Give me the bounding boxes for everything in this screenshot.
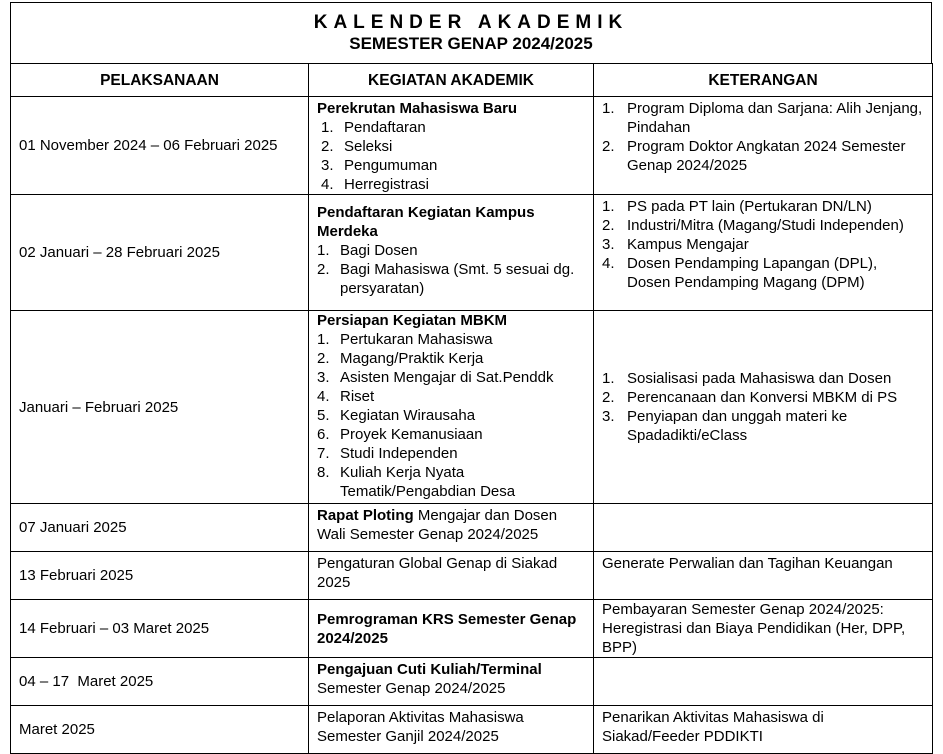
cell-kegiatan — [309, 97, 594, 195]
kegiatan-text: Pengaturan Global Genap di Siakad 2025 — [317, 555, 558, 591]
cell-keterangan — [594, 195, 933, 311]
header-keterangan: KETERANGAN — [594, 64, 933, 97]
table-row — [11, 552, 933, 600]
table-row — [11, 504, 933, 552]
cell-pelaksanaan: 01 November 2024 – 06 Februari 2025 — [11, 97, 309, 195]
kegiatan-title: Pendaftaran Kegiatan Kampus Merdeka — [317, 204, 535, 240]
kegiatan-title: Persiapan Kegiatan MBKM — [317, 312, 508, 329]
kegiatan-list — [317, 330, 585, 501]
header-kegiatan: KEGIATAN AKADEMIK — [309, 64, 594, 97]
list-item: 7. Studi Independen — [317, 445, 458, 462]
cell-pelaksanaan: 07 Januari 2025 — [11, 504, 309, 552]
cell-keterangan — [594, 504, 933, 552]
cell-kegiatan — [309, 706, 594, 754]
kegiatan-list — [317, 241, 585, 298]
list-item: 2. Perencanaan dan Konversi MBKM di PS — [602, 389, 898, 406]
cell-keterangan: Penarikan Aktivitas Mahasiswa di Siakad/Feeder PDDIKTI — [594, 706, 933, 754]
cell-keterangan — [594, 658, 933, 706]
cell-pelaksanaan: 02 Januari – 28 Februari 2025 — [11, 195, 309, 311]
cell-pelaksanaan: Maret 2025 — [11, 706, 309, 754]
list-item: 3. Kampus Mengajar — [602, 236, 749, 253]
table-row — [11, 658, 933, 706]
kegiatan-text: Pelaporan Aktivitas Mahasiswa Semester Ganjil 2024/2025 — [317, 709, 524, 745]
list-item: 1. Sosialisasi pada Mahasiswa dan Dosen — [602, 370, 892, 387]
list-item: 3. Penyiapan dan unggah materi ke Spadadikti/eClass — [602, 408, 848, 444]
list-item: 4. Dosen Pendamping Lapangan (DPL), Dosen Pendamping Magang (DPM) — [602, 255, 878, 291]
list-item: 1. PS pada PT lain (Pertukaran DN/LN) — [602, 198, 872, 215]
list-item: 1. Pertukaran Mahasiswa — [317, 331, 493, 348]
list-item: 2. Bagi Mahasiswa (Smt. 5 sesuai dg. persyaratan) — [317, 261, 575, 297]
table-row — [11, 311, 933, 504]
kegiatan-bold: Rapat Ploting — [317, 507, 414, 524]
list-item: 2. Magang/Praktik Kerja — [317, 350, 484, 367]
kegiatan-bold: Pengajuan Cuti Kuliah/Terminal — [317, 661, 542, 678]
list-item: 3. Pengumuman — [321, 157, 438, 174]
list-item: 2. Seleksi — [321, 138, 393, 155]
list-item: 4. Riset — [317, 388, 375, 405]
list-item: 1. Bagi Dosen — [317, 242, 418, 259]
cell-keterangan: Generate Perwalian dan Tagihan Keuangan — [594, 552, 933, 600]
cell-kegiatan — [309, 600, 594, 658]
list-item: 2. Industri/Mitra (Magang/Studi Independen) — [602, 217, 904, 234]
list-item: 1. Program Diploma dan Sarjana: Alih Jenjang, Pindahan — [602, 100, 923, 136]
list-item: 8. Kuliah Kerja Nyata Tematik/Pengabdian Desa — [317, 464, 516, 500]
list-item: 5. Kegiatan Wirausaha — [317, 407, 476, 424]
kegiatan-title: Perekrutan Mahasiswa Baru — [317, 100, 518, 117]
list-item: 6. Proyek Kemanusiaan — [317, 426, 483, 443]
list-item: 3. Asisten Mengajar di Sat.Penddk — [317, 369, 554, 386]
cell-keterangan — [594, 311, 933, 504]
cell-pelaksanaan: Januari – Februari 2025 — [11, 311, 309, 504]
table-row — [11, 195, 933, 311]
header-pelaksanaan: PELAKSANAAN — [11, 64, 309, 97]
table-row — [11, 600, 933, 658]
keterangan-list — [602, 369, 924, 445]
cell-pelaksanaan: 13 Februari 2025 — [11, 552, 309, 600]
cell-keterangan: Pembayaran Semester Genap 2024/2025: Heregistrasi dan Biaya Pendidikan (Her, DPP, BPP) — [594, 600, 933, 658]
list-item: 4. Herregistrasi — [321, 176, 430, 193]
kegiatan-text: Semester Genap 2024/2025 — [317, 680, 506, 697]
title-block — [10, 2, 932, 63]
table-row — [11, 97, 933, 195]
academic-calendar — [10, 2, 932, 754]
kegiatan-text: Mengajar dan Dosen Wali Semester Genap 2024/2025 — [317, 507, 558, 543]
cell-keterangan — [594, 97, 933, 195]
cell-pelaksanaan: 14 Februari – 03 Maret 2025 — [11, 600, 309, 658]
page-title: KALENDER AKADEMIK — [313, 12, 629, 33]
header-row — [11, 64, 933, 97]
cell-kegiatan — [309, 552, 594, 600]
list-item: 1. Pendaftaran — [321, 119, 426, 136]
cell-pelaksanaan: 04 – 17 Maret 2025 — [11, 658, 309, 706]
keterangan-list — [602, 197, 924, 292]
kegiatan-list — [317, 118, 585, 194]
cell-kegiatan — [309, 658, 594, 706]
cell-kegiatan — [309, 311, 594, 504]
list-item: 2. Program Doktor Angkatan 2024 Semester Genap 2024/2025 — [602, 138, 906, 174]
page-subtitle: SEMESTER GENAP 2024/2025 — [349, 34, 593, 53]
cell-kegiatan — [309, 195, 594, 311]
cell-kegiatan — [309, 504, 594, 552]
calendar-table — [10, 63, 933, 754]
kegiatan-bold: Pemrograman KRS Semester Genap 2024/2025 — [317, 610, 577, 647]
table-row — [11, 706, 933, 754]
keterangan-list — [602, 99, 924, 175]
